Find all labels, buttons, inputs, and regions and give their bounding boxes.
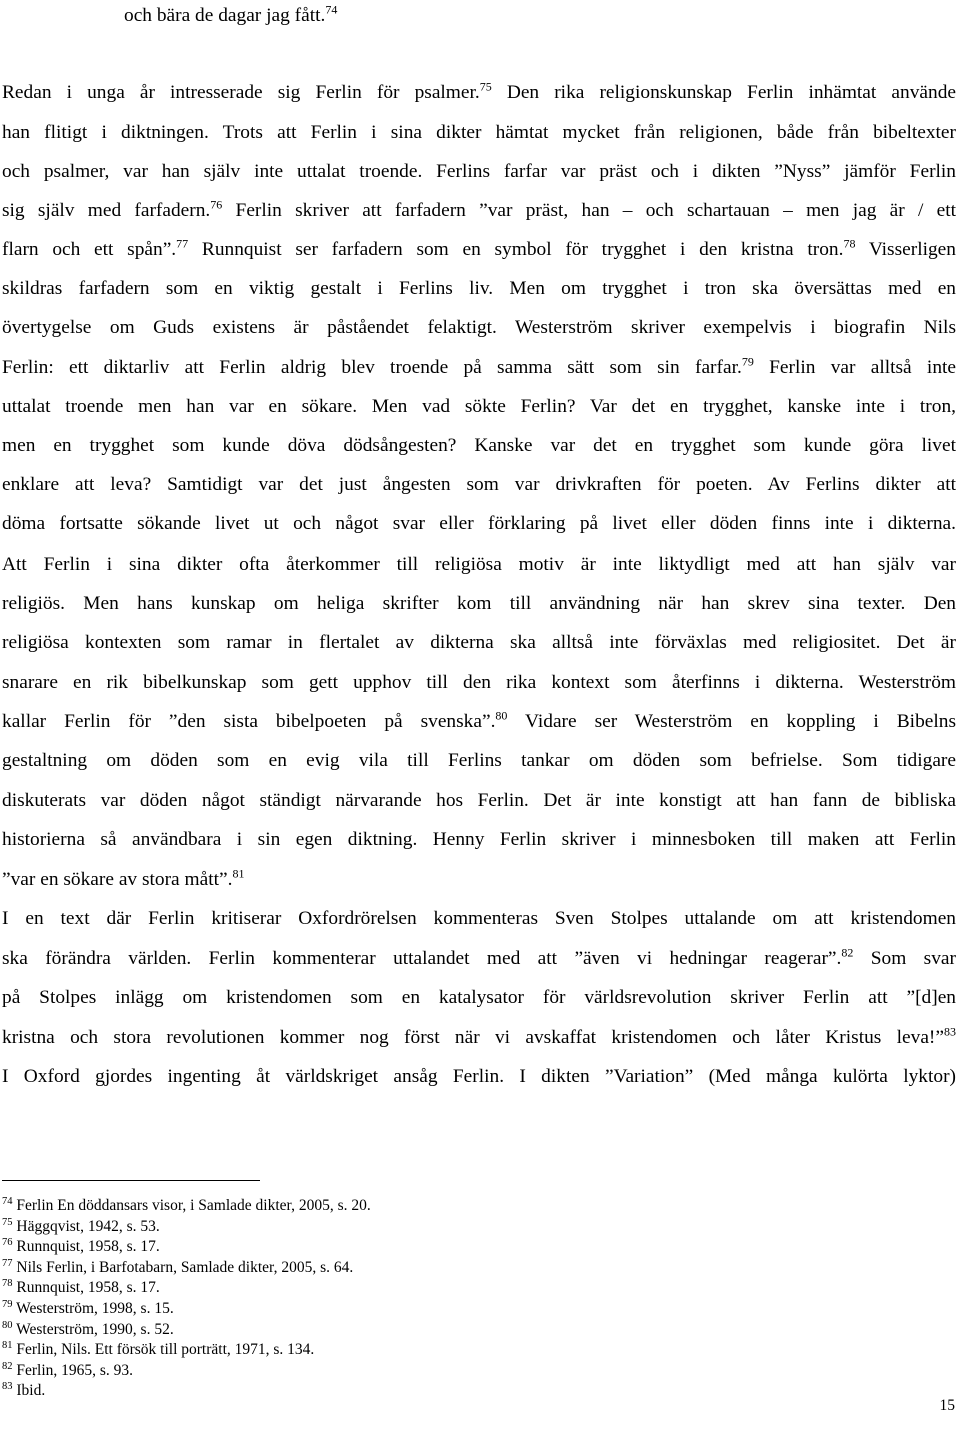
- text-segment: Redan i unga år intresserade sig Ferlin för psalmer.: [2, 82, 480, 103]
- footnote-ref: 74: [325, 2, 338, 17]
- footnote: [2, 1258, 702, 1279]
- text-line: [2, 670, 956, 696]
- footnote: [2, 1361, 702, 1382]
- footnote: [2, 1340, 702, 1361]
- text-segment: Den rika religionskunskap Ferlin inhämtat använde: [491, 82, 956, 103]
- text-segment: snarare en rik bibelkunskap som gett upphov till den rika kontext som återfinns i dikterna. Westerström: [2, 672, 956, 693]
- footnote-ref: 76: [210, 197, 223, 212]
- text-segment: diskuterats var döden något ständigt närvarande hos Ferlin. Det är inte konstigt att han fann de bibliska: [2, 790, 956, 811]
- text-segment: historierna så användbara i sin egen diktning. Henny Ferlin skriver i minnesboken till maken att Ferlin: [2, 829, 956, 850]
- text-line: [2, 80, 956, 106]
- footnote-number: 80: [2, 1319, 13, 1331]
- footnote-text: Häggqvist, 1942, s. 53.: [12, 1217, 160, 1235]
- text-line: [2, 394, 956, 420]
- footnote-ref: 75: [479, 79, 492, 94]
- text-segment: han flitigt i diktningen. Trots att Ferlin i sina dikter hämtat mycket från religionen, både från bibeltexter: [2, 122, 956, 143]
- text-segment: ska förändra världen. Ferlin kommenterar uttalandet med att ”även vi hedningar reagerar”.: [2, 948, 842, 969]
- footnotes: [2, 1196, 702, 1402]
- text-line: [2, 788, 956, 814]
- text-line: [2, 827, 956, 853]
- text-line: [2, 906, 956, 932]
- text-line: [2, 315, 956, 341]
- text-segment: Ferlin var alltså inte: [753, 357, 957, 378]
- footnote-number: 79: [2, 1298, 13, 1310]
- footnote-ref: 82: [841, 945, 854, 960]
- footnote-text: Ferlin En döddansars visor, i Samlade dikter, 2005, s. 20.: [12, 1197, 371, 1214]
- footnote-number: 81: [2, 1340, 13, 1351]
- footnote-text: Westerström, 1998, s. 15.: [12, 1299, 174, 1317]
- text-line: [2, 198, 956, 224]
- footnote: [2, 1217, 702, 1238]
- footnote-number: 74: [2, 1195, 13, 1207]
- footnote-ref: 79: [741, 354, 754, 369]
- text-segment: Ferlin skriver att farfadern ”var präst, han – och schartauan – men jag är / ett: [222, 200, 956, 221]
- text-line: [2, 1025, 956, 1051]
- text-segment: kallar Ferlin för ”den sista bibelpoeten på svenska”.: [2, 711, 496, 732]
- text-line: [2, 237, 956, 263]
- footnote-ref: 80: [495, 708, 508, 723]
- text-segment: men en trygghet som kunde döva dödsångesten? Kanske var det en trygghet som kunde göra livet: [2, 435, 956, 456]
- footnote: [2, 1320, 702, 1341]
- footnote: [2, 1278, 702, 1299]
- text-segment: religiös. Men hans kunskap om heliga skrifter kom till användning när han skrev sina texter. Den: [2, 593, 956, 614]
- text-segment: enklare att leva? Samtidigt var det just ångesten som var drivkraften för poeten. Av Ferlins dikter att: [2, 474, 956, 495]
- text-line: [2, 472, 956, 498]
- text-segment: Som svar: [853, 948, 956, 969]
- text-segment: döma fortsatte sökande livet ut och något svar eller förklaring på livet eller döden finns inte i dikterna.: [2, 513, 956, 534]
- text-line: [2, 120, 956, 146]
- text-line: [2, 1064, 956, 1090]
- text-segment: Runnquist ser farfadern som en symbol för trygghet i den kristna tron.: [188, 239, 844, 260]
- footnote-text: Ferlin, Nils. Ett försök till porträtt, 1971, s. 134.: [12, 1341, 315, 1359]
- text-segment: flarn och ett spån”.: [2, 239, 177, 260]
- text-segment: kristna och stora revolutionen kommer nog först när vi avskaffat kristendomen och låter Kristus leva!”: [2, 1027, 944, 1048]
- text-line: [2, 511, 956, 537]
- footnote-ref: 78: [843, 236, 856, 251]
- text-line: [2, 709, 956, 735]
- text-segment: Visserligen: [855, 239, 956, 260]
- text-line: [2, 591, 956, 617]
- footnote-text: Nils Ferlin, i Barfotabarn, Samlade dikter, 2005, s. 64.: [12, 1258, 354, 1276]
- text-segment: ”var en sökare av stora mått”.: [2, 869, 233, 890]
- footnote-text: Runnquist, 1958, s. 17.: [12, 1279, 160, 1297]
- text-line: [2, 159, 956, 185]
- text-segment: I en text där Ferlin kritiserar Oxfordrörelsen kommenteras Sven Stolpes uttalande om att kristendomen: [2, 908, 956, 929]
- text-line: [2, 867, 244, 893]
- text-segment: och bära de dagar jag fått.: [124, 5, 326, 26]
- text-segment: Att Ferlin i sina dikter ofta återkommer till religiösa motiv är inte liktydligt med att han själv var: [2, 554, 956, 575]
- footnote-text: Westerström, 1990, s. 52.: [12, 1320, 174, 1338]
- footnote: [2, 1299, 702, 1320]
- text-line: [2, 552, 956, 578]
- text-segment: sig själv med farfadern.: [2, 200, 211, 221]
- text-segment: gestaltning om döden som en evig vila till Ferlins tankar om döden som befrielse. Som tidigare: [2, 750, 956, 771]
- footnote-text: Ferlin, 1965, s. 93.: [12, 1361, 134, 1379]
- footnote-ref: 81: [232, 866, 245, 881]
- footnote-number: 78: [2, 1278, 13, 1290]
- page-number: 15: [939, 1397, 955, 1414]
- footnote-number: 83: [2, 1381, 13, 1393]
- footnote: [2, 1381, 702, 1402]
- footnote: [2, 1196, 702, 1217]
- footnote-number: 76: [2, 1237, 13, 1249]
- footnote-ref: 83: [944, 1024, 956, 1039]
- text-line: [2, 748, 956, 774]
- footnote-separator: [2, 1180, 260, 1181]
- text-segment: och psalmer, var han själv inte uttalat troende. Ferlins farfar var präst och i dikten ”Nyss” jämför Ferlin: [2, 161, 956, 182]
- text-line: [2, 630, 956, 656]
- text-line: [2, 355, 956, 381]
- text-line: [124, 3, 337, 29]
- footnote-number: 82: [2, 1360, 13, 1372]
- text-line: [2, 433, 956, 459]
- text-segment: I Oxford gjordes ingenting åt världskriget ansåg Ferlin. I dikten ”Variation” (Med många kulörta lyktor): [2, 1066, 956, 1087]
- footnote-number: 77: [2, 1257, 13, 1269]
- text-line: [2, 946, 956, 972]
- text-line: [2, 276, 956, 302]
- text-segment: uttalat troende men han var en sökare. Men vad sökte Ferlin? Var det en trygghet, kanske inte i tron,: [2, 396, 956, 417]
- footnote-number: 75: [2, 1216, 13, 1228]
- footnote-text: Runnquist, 1958, s. 17.: [12, 1238, 160, 1256]
- footnote-ref: 77: [176, 236, 189, 251]
- footnote: [2, 1237, 702, 1258]
- text-segment: religiösa kontexten som ramar in flertalet av dikterna ska alltså inte förväxlas med religiositet. Det är: [2, 632, 956, 653]
- text-segment: Vidare ser Westerström en koppling i Bibelns: [507, 711, 956, 732]
- text-segment: skildras farfadern som en viktig gestalt i Ferlins liv. Men om trygghet i tron ska översättas med en: [2, 278, 956, 299]
- text-segment: på Stolpes inlägg om kristendomen som en katalysator för världsrevolution skriver Ferlin att ”[d]en: [2, 987, 956, 1008]
- footnote-text: Ibid.: [12, 1382, 46, 1400]
- text-line: [2, 985, 956, 1011]
- text-segment: Ferlin: ett diktarliv att Ferlin aldrig blev troende på samma sätt som sin farfar.: [2, 357, 742, 378]
- text-segment: övertygelse om Guds existens är påståendet felaktigt. Westerström skriver exempelvis i biografin Nils: [2, 317, 956, 338]
